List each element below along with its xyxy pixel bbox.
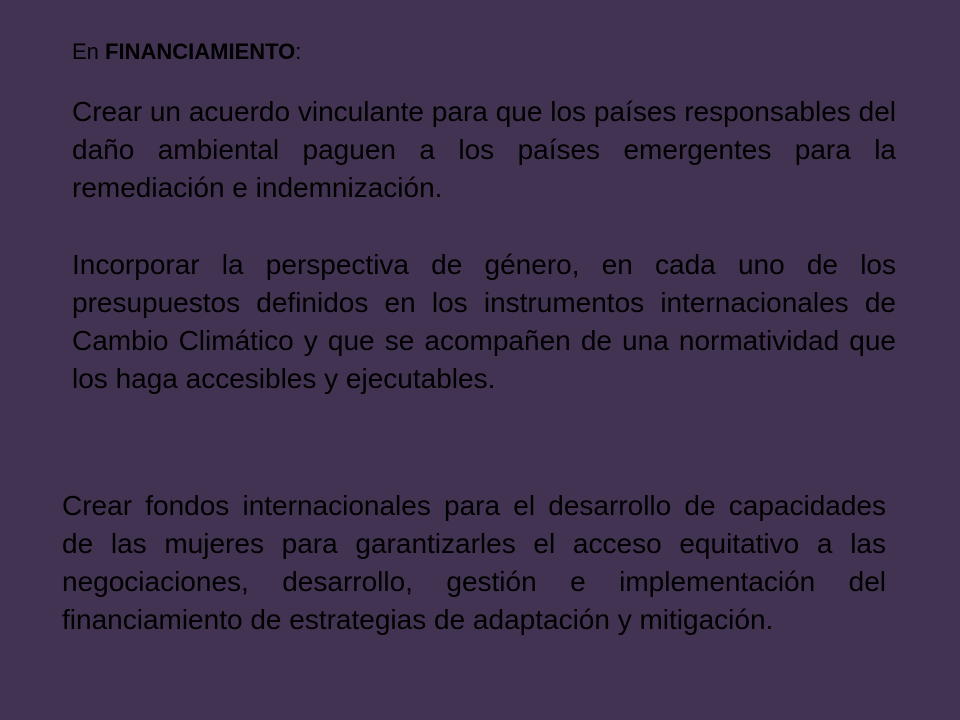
heading-prefix: En (72, 39, 106, 64)
heading-suffix: : (295, 39, 302, 64)
paragraph-international-funds: Crear fondos internacionales para el desarrollo de capacidades de las mujeres para garantizarles el acceso equitativo a las negociaciones, desarrollo, gestión e implementación del financiamiento de estrategias de adaptación y mitigación. (62, 490, 886, 635)
paragraph-binding-agreement: Crear un acuerdo vinculante para que los países responsables del daño ambiental paguen a los países emergentes para la remediación e indemnización. (72, 96, 896, 203)
heading-keyword: FINANCIAMIENTO (105, 39, 296, 64)
paragraph-gender-perspective: Incorporar la perspectiva de género, en cada uno de los presupuestos definidos en los instrumentos internacionales de Cambio Climático y que se acompañen de una normatividad que los haga accesibles y ejecutables. (72, 249, 896, 394)
section-heading (72, 37, 301, 67)
